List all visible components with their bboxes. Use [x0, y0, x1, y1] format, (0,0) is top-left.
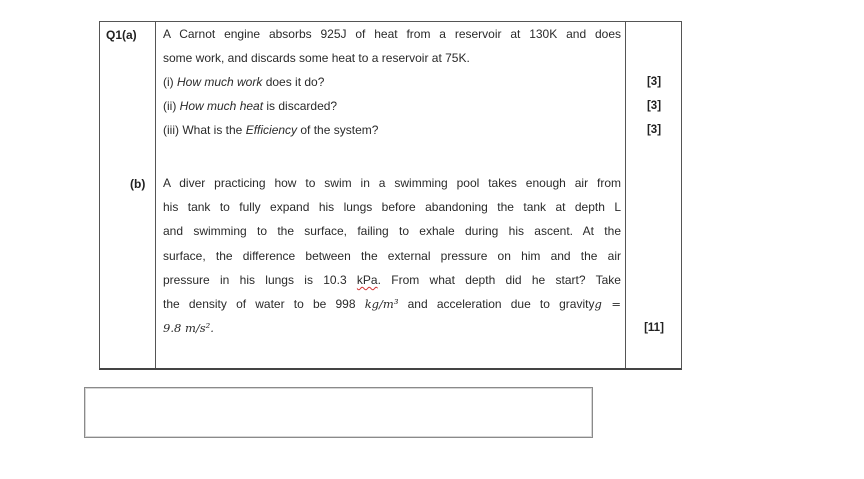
- gravity-symbol: g =: [594, 296, 621, 311]
- column-divider-left: [155, 22, 156, 368]
- subquestion-iii-prefix: (iii) What is the: [163, 123, 246, 138]
- q1b-line-6-mid: and acceleration due to gravity: [398, 296, 595, 311]
- density-unit: kg/m³: [364, 296, 399, 311]
- gravity-value: 9.8 m/s².: [163, 321, 214, 336]
- q1a-subquestions: [163, 70, 621, 143]
- q1b-line-5-pre: pressure in his lungs is 10.3: [163, 272, 357, 287]
- q1a-line-2: some work, and discards some heat to a reservoir at 75K.: [163, 51, 470, 66]
- pressure-unit: kPa: [356, 272, 378, 287]
- q1b-line-7: [163, 316, 621, 340]
- question-text-q1a: [163, 22, 621, 70]
- subquestion-i-suffix: does it do?: [262, 75, 325, 89]
- q1a-line-1: A Carnot engine absorbs 925J of heat from a reservoir at 130K and does: [163, 27, 621, 41]
- q1b-line-5: [163, 268, 621, 292]
- subquestion-i-prefix: (i): [163, 75, 177, 89]
- subquestion-ii: [163, 94, 621, 118]
- subquestion-ii-italic: How much heat: [179, 99, 264, 114]
- marks-iii: [3]: [646, 124, 662, 136]
- q1b-line-3: and swimming to the surface, failing to exhale during his ascent. At the: [163, 224, 621, 239]
- subquestion-iii-italic: Efficiency: [245, 123, 298, 138]
- q1b-line-1: A diver practicing how to swim in a swimming pool takes enough air from: [163, 176, 621, 190]
- subquestion-i: [163, 70, 621, 94]
- question-table: [99, 21, 682, 370]
- subquestion-ii-prefix: (ii): [163, 99, 180, 114]
- q1b-line-4: surface, the difference between the external pressure on him and the air: [163, 248, 621, 263]
- subquestion-ii-suffix: is discarded?: [263, 99, 338, 114]
- subquestion-iii: [163, 118, 621, 142]
- q1b-line-5-post: . From what depth did he start? Take: [377, 272, 621, 287]
- answer-input-box[interactable]: [84, 387, 593, 438]
- q1b-line-6-pre: the density of water to be 998: [163, 296, 365, 311]
- marks-ii: [3]: [646, 100, 662, 112]
- q1b-line-2: his tank to fully expand his lungs before abandoning the tank at depth L: [163, 200, 621, 215]
- column-divider-right: [625, 22, 626, 368]
- question-label-q1a: Q1(a): [106, 28, 137, 42]
- marks-b: [11]: [644, 322, 664, 334]
- subquestion-i-italic: How much work: [177, 75, 263, 89]
- subquestion-iii-suffix: of the system?: [297, 123, 379, 138]
- marks-i: [3]: [646, 76, 662, 88]
- q1b-line-6: [163, 292, 621, 316]
- question-text-q1b: [163, 171, 621, 340]
- question-label-q1b: (b): [130, 177, 146, 191]
